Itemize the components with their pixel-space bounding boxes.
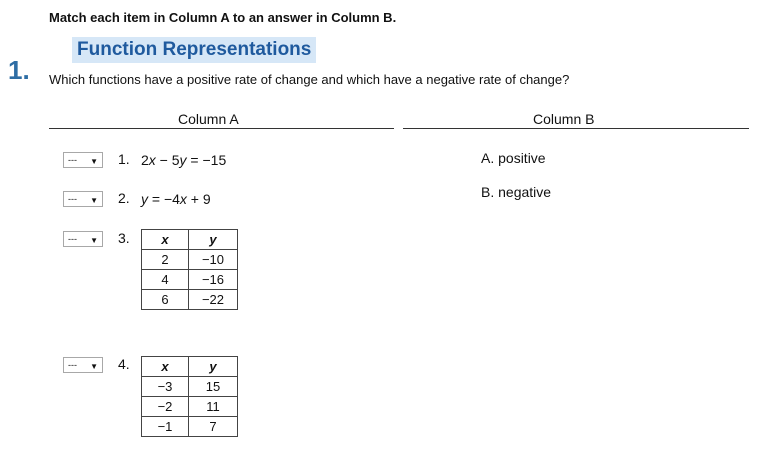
table-cell: 11 [189,397,238,417]
xy-table-3 [141,229,238,310]
table-header-row [142,230,238,250]
table-row [142,417,238,437]
table-row [142,397,238,417]
dropdown-value: --- [68,194,77,204]
column-b-divider [403,128,749,129]
item-expression-2: y = −4x + 9 [141,191,211,207]
table-cell: 6 [142,290,189,310]
table-header-y: y [189,230,238,250]
answer-dropdown-2[interactable] [63,191,103,207]
table-header-x: x [142,357,189,377]
column-b-header: Column B [533,111,595,127]
item-expression-1: 2x − 5y = −15 [141,152,227,168]
table-cell: −1 [142,417,189,437]
table-header-row [142,357,238,377]
table-cell: −2 [142,397,189,417]
answer-dropdown-3[interactable] [63,231,103,247]
answer-letter: B. [481,184,495,200]
table-row [142,270,238,290]
answer-text: positive [498,150,546,166]
table-row [142,377,238,397]
item-number-3: 3. [118,230,130,246]
item-number-4: 4. [118,356,130,372]
column-a-header: Column A [178,111,239,127]
table-cell: −16 [189,270,238,290]
question-title: Function Representations [72,37,316,63]
question-prompt: Which functions have a positive rate of change and which have a negative rate of change? [49,72,570,87]
table-cell: −10 [189,250,238,270]
table-cell: −22 [189,290,238,310]
table-row [142,290,238,310]
answer-dropdown-4[interactable] [63,357,103,373]
table-cell: 4 [142,270,189,290]
table-row [142,250,238,270]
answer-dropdown-1[interactable] [63,152,103,168]
table-cell: 2 [142,250,189,270]
answer-text: negative [498,184,552,200]
answer-option-a [481,150,546,166]
xy-table-4 [141,356,238,437]
chevron-down-icon: ▼ [90,362,98,371]
answer-letter: A. [481,150,495,166]
chevron-down-icon: ▼ [90,236,98,245]
table-cell: 7 [189,417,238,437]
instructions: Match each item in Column A to an answer in Column B. [49,10,397,25]
item-number-2: 2. [118,190,130,206]
dropdown-value: --- [68,155,77,165]
item-number-1: 1. [118,151,130,167]
column-a-divider [49,128,394,129]
table-cell: 15 [189,377,238,397]
chevron-down-icon: ▼ [90,157,98,166]
question-number: 1. [8,55,30,85]
table-header-x: x [142,230,189,250]
chevron-down-icon: ▼ [90,196,98,205]
answer-option-b [481,184,551,200]
table-cell: −3 [142,377,189,397]
dropdown-value: --- [68,360,77,370]
dropdown-value: --- [68,234,77,244]
table-header-y: y [189,357,238,377]
